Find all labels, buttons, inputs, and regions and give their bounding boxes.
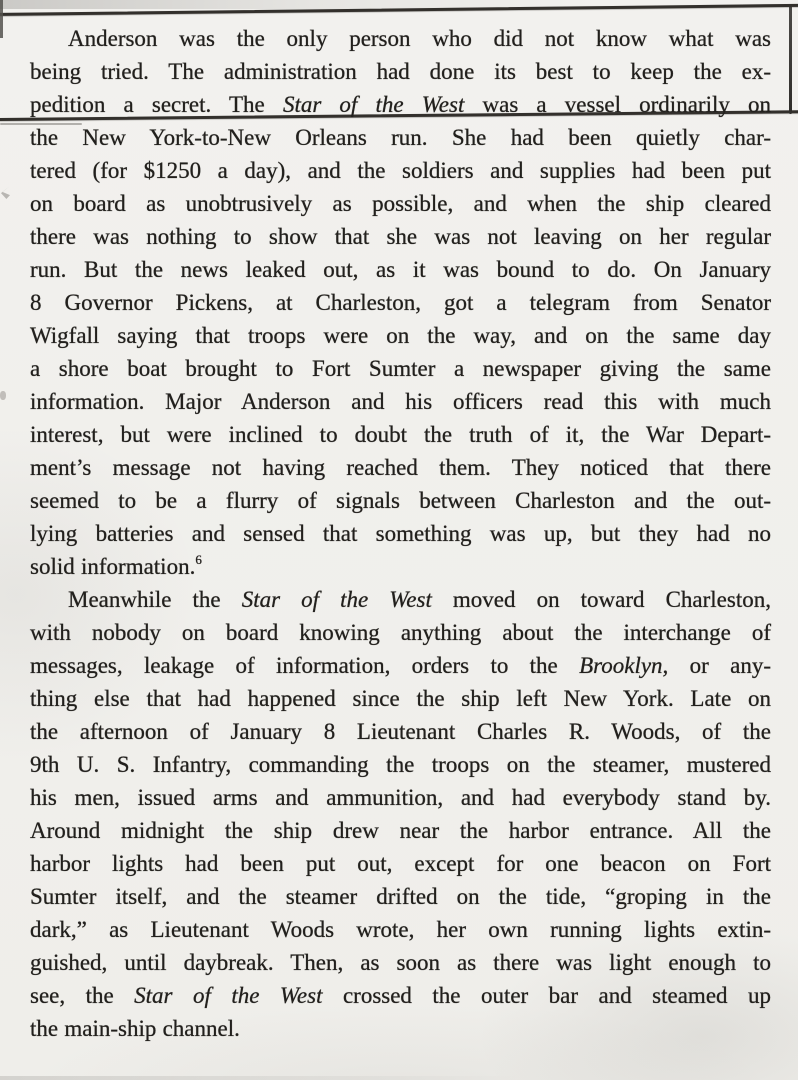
text-line xyxy=(30,748,771,781)
text-run: being tried. The administration had done its best to keep the ex- xyxy=(30,59,771,84)
text-line xyxy=(30,715,771,748)
paragraph xyxy=(30,22,771,583)
text-line xyxy=(30,814,771,847)
text-run: Sumter itself, and the steamer drifted on the tide, “groping in the xyxy=(30,884,771,909)
text-run: run. But the news leaked out, as it was bound to do. On January xyxy=(30,257,771,282)
text-run: 8 Governor Pickens, at Charleston, got a telegram from Senator xyxy=(30,290,771,315)
text-run: was a vessel ordinarily on xyxy=(464,92,772,117)
text-line xyxy=(30,187,771,220)
text-run: thing else that had happened since the ship left New York. Late on xyxy=(30,686,771,711)
text-line xyxy=(30,55,771,88)
text-line xyxy=(30,220,771,253)
text-run: solid information. xyxy=(30,554,196,579)
italic-text-run: Brooklyn, xyxy=(579,653,669,678)
italic-text-run: Star of the West xyxy=(282,92,465,117)
text-run: lying batteries and sensed that something was up, but they had no xyxy=(30,521,771,546)
text-line xyxy=(30,385,771,418)
text-run: seemed to be a flurry of signals between Charleston and the out- xyxy=(30,488,771,513)
text-run: on board as unobtrusively as possible, and when the ship cleared xyxy=(30,191,771,216)
text-run: interest, but were inclined to doubt the truth of it, the War Depart- xyxy=(30,422,771,447)
text-line xyxy=(30,616,771,649)
scan-page-edge-left xyxy=(0,0,3,38)
page-text xyxy=(30,22,771,1045)
text-line xyxy=(30,121,771,154)
text-run: the main-ship channel. xyxy=(30,1016,240,1041)
text-run: a shore boat brought to Fort Sumter a newspaper giving the same xyxy=(30,356,771,381)
text-line xyxy=(30,154,771,187)
text-run: pedition a secret. The xyxy=(30,92,283,117)
text-run: messages, leakage of information, orders to the xyxy=(30,653,580,678)
text-run: Meanwhile the xyxy=(68,587,242,612)
text-run: crossed the outer bar and steamed up xyxy=(322,983,771,1008)
text-line xyxy=(30,352,771,385)
text-run: there was nothing to show that she was not leaving on her regular xyxy=(30,224,771,249)
text-line xyxy=(30,286,771,319)
text-line xyxy=(30,418,771,451)
scan-bottom-edge-shading xyxy=(0,1076,798,1080)
text-line xyxy=(30,1012,771,1045)
text-run: guished, until daybreak. Then, as soon as there was light enough to xyxy=(30,950,771,975)
text-run: his men, issued arms and ammunition, and had everybody stand by. xyxy=(30,785,771,810)
text-line xyxy=(30,484,771,517)
text-line xyxy=(30,550,771,583)
scan-smudge-mark xyxy=(1,186,10,199)
text-run: 9th U. S. Infantry, commanding the troops on the steamer, mustered xyxy=(30,752,771,777)
scan-smudge-mark xyxy=(0,391,6,400)
text-line xyxy=(30,781,771,814)
text-line xyxy=(30,22,771,55)
scan-page-edge-right xyxy=(789,6,792,114)
text-run: dark,” as Lieutenant Woods wrote, her own running lights extin- xyxy=(30,917,771,942)
footnote-marker: 6 xyxy=(195,552,202,568)
italic-text-run: Star of the West xyxy=(241,587,432,612)
text-line xyxy=(30,517,771,550)
text-run: information. Major Anderson and his officers read this with much xyxy=(30,389,771,414)
text-run: tered (for $1250 a day), and the soldiers and supplies had been put xyxy=(30,158,771,183)
text-line xyxy=(30,913,771,946)
text-line xyxy=(30,682,771,715)
paragraph xyxy=(30,583,771,1045)
text-run: with nobody on board knowing anything about the interchange of xyxy=(30,620,771,645)
text-run: moved on toward Charleston, xyxy=(431,587,771,612)
text-line xyxy=(30,253,771,286)
text-line xyxy=(30,946,771,979)
text-run: ment’s message not having reached them. They noticed that there xyxy=(30,455,771,480)
text-line xyxy=(30,583,771,616)
text-run: or any- xyxy=(668,653,771,678)
text-line xyxy=(30,319,771,352)
italic-text-run: Star of the West xyxy=(134,983,323,1008)
text-run: the afternoon of January 8 Lieutenant Charles R. Woods, of the xyxy=(30,719,771,744)
text-line xyxy=(30,847,771,880)
text-line xyxy=(30,880,771,913)
text-run: harbor lights had been put out, except for one beacon on Fort xyxy=(30,851,771,876)
text-run: Around midnight the ship drew near the harbor entrance. All the xyxy=(30,818,771,843)
text-line xyxy=(30,451,771,484)
text-run: see, the xyxy=(30,983,135,1008)
text-run: Wigfall saying that troops were on the way, and on the same day xyxy=(30,323,771,348)
text-line xyxy=(30,979,771,1012)
text-line xyxy=(30,649,771,682)
text-run: the New York-to-New Orleans run. She had been quietly char- xyxy=(30,125,771,150)
text-run: Anderson was the only person who did not know what was xyxy=(68,26,771,51)
text-line xyxy=(30,88,771,121)
